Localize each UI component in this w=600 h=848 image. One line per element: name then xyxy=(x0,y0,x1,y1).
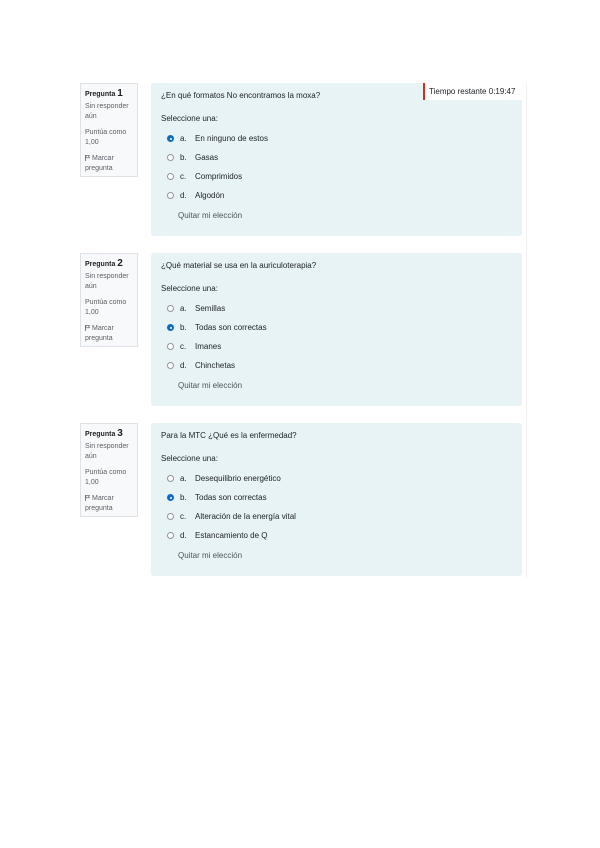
timer-value: 0:19:47 xyxy=(488,87,516,96)
question-label: Pregunta xyxy=(85,91,116,98)
option-text[interactable]: Algodón xyxy=(195,191,225,200)
flag-question-label: Marcar pregunta xyxy=(85,325,114,342)
option-text[interactable]: Todas son correctas xyxy=(195,493,267,502)
question-heading xyxy=(85,428,134,441)
answer-prompt: Seleccione una: xyxy=(161,284,218,293)
flag-question-label: Marcar pregunta xyxy=(85,495,114,512)
answer-option-d[interactable] xyxy=(151,356,235,375)
radio-button[interactable] xyxy=(167,513,174,520)
radio-button[interactable] xyxy=(167,475,174,482)
question-label: Pregunta xyxy=(85,431,116,438)
clear-choice-link[interactable]: Quitar mi elección xyxy=(178,551,243,560)
answer-option-c[interactable] xyxy=(151,507,296,526)
radio-button[interactable] xyxy=(167,532,174,539)
flag-icon xyxy=(85,495,90,501)
option-text[interactable]: Imanes xyxy=(195,342,222,351)
quiz-timer xyxy=(423,83,522,100)
question-state: Sin responder aún xyxy=(85,273,129,290)
radio-button[interactable] xyxy=(167,192,174,199)
flag-question-label: Marcar pregunta xyxy=(85,155,114,172)
page-edge-line xyxy=(526,83,527,578)
question-heading xyxy=(85,88,134,101)
question-state: Sin responder aún xyxy=(85,103,129,120)
answer-option-a[interactable] xyxy=(151,129,268,148)
radio-button[interactable] xyxy=(167,135,174,142)
option-letter: c. xyxy=(180,172,187,181)
flag-icon xyxy=(85,325,90,331)
option-text[interactable]: Desequilibrio energético xyxy=(195,474,281,483)
option-letter: c. xyxy=(180,342,187,351)
option-letter: b. xyxy=(180,493,187,502)
question-state: Sin responder aún xyxy=(85,443,129,460)
question-grade: Puntúa como 1,00 xyxy=(85,469,127,486)
option-text[interactable]: En ninguno de estos xyxy=(195,134,268,143)
option-letter: d. xyxy=(180,191,187,200)
question-info-panel xyxy=(80,83,138,177)
radio-button[interactable] xyxy=(167,362,174,369)
option-text[interactable]: Semillas xyxy=(195,304,226,313)
option-text[interactable]: Comprimidos xyxy=(195,172,243,181)
answer-option-d[interactable] xyxy=(151,526,267,545)
question-content xyxy=(151,423,522,576)
timer-label: Tiempo restante xyxy=(429,87,487,96)
option-text[interactable]: Chinchetas xyxy=(195,361,236,370)
answer-option-b[interactable] xyxy=(151,318,267,337)
question-heading xyxy=(85,258,134,271)
option-letter: a. xyxy=(180,134,187,143)
radio-button[interactable] xyxy=(167,305,174,312)
flag-question-link[interactable] xyxy=(85,324,134,344)
option-letter: b. xyxy=(180,323,187,332)
question-text: ¿En qué formatos No encontramos la moxa? xyxy=(161,91,321,100)
question-number: 1 xyxy=(117,88,123,99)
flag-icon xyxy=(85,155,90,161)
answer-option-d[interactable] xyxy=(151,186,224,205)
question-content xyxy=(151,253,522,406)
clear-choice-link[interactable]: Quitar mi elección xyxy=(178,381,243,390)
question-info-panel xyxy=(80,253,138,347)
option-letter: d. xyxy=(180,531,187,540)
answer-option-b[interactable] xyxy=(151,488,267,507)
question-label: Pregunta xyxy=(85,261,116,268)
question-grade: Puntúa como 1,00 xyxy=(85,129,127,146)
question-number: 2 xyxy=(117,258,123,269)
option-text[interactable]: Todas son correctas xyxy=(195,323,267,332)
answer-prompt: Seleccione una: xyxy=(161,114,218,123)
answer-option-c[interactable] xyxy=(151,167,242,186)
flag-question-link[interactable] xyxy=(85,494,134,514)
option-text[interactable]: Gasas xyxy=(195,153,219,162)
option-letter: a. xyxy=(180,474,187,483)
question-info-panel xyxy=(80,423,138,517)
radio-button[interactable] xyxy=(167,494,174,501)
question-number: 3 xyxy=(117,428,123,439)
clear-choice-link[interactable]: Quitar mi elección xyxy=(178,211,243,220)
flag-question-link[interactable] xyxy=(85,154,134,174)
option-text[interactable]: Estancamiento de Q xyxy=(195,531,268,540)
option-letter: a. xyxy=(180,304,187,313)
answer-option-b[interactable] xyxy=(151,148,218,167)
question-content xyxy=(151,83,522,236)
option-letter: b. xyxy=(180,153,187,162)
radio-button[interactable] xyxy=(167,154,174,161)
answer-prompt: Seleccione una: xyxy=(161,454,218,463)
radio-button[interactable] xyxy=(167,324,174,331)
option-letter: c. xyxy=(180,512,187,521)
option-text[interactable]: Alteración de la energía vital xyxy=(195,512,296,521)
answer-option-a[interactable] xyxy=(151,469,281,488)
question-text: ¿Qué material se usa en la auriculoterapia? xyxy=(161,261,317,270)
answer-option-a[interactable] xyxy=(151,299,225,318)
radio-button[interactable] xyxy=(167,173,174,180)
answer-option-c[interactable] xyxy=(151,337,221,356)
option-letter: d. xyxy=(180,361,187,370)
question-grade: Puntúa como 1,00 xyxy=(85,299,127,316)
question-text: Para la MTC ¿Qué es la enfermedad? xyxy=(161,431,297,440)
radio-button[interactable] xyxy=(167,343,174,350)
